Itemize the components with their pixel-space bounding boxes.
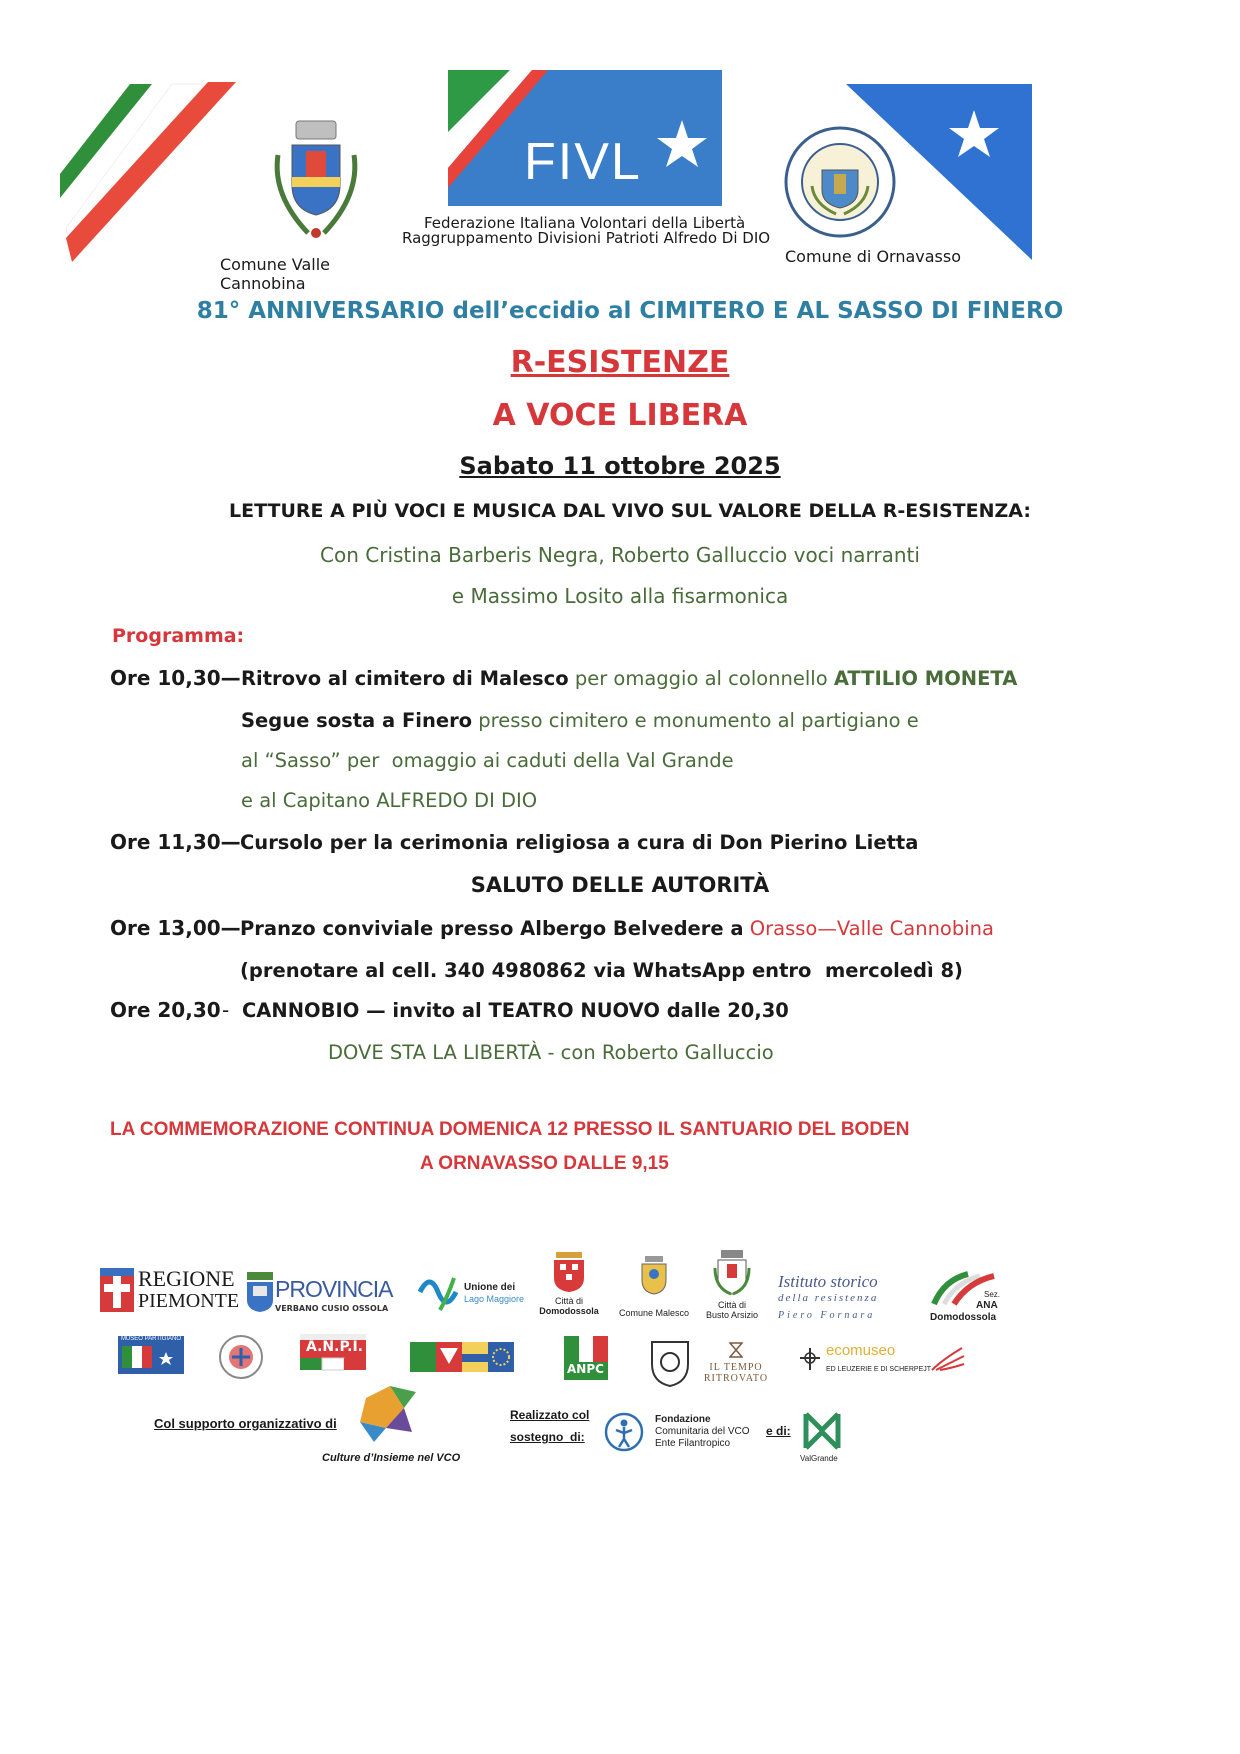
citta-domodossola-logo [534,1252,604,1326]
ecomuseo-hand-icon [928,1344,968,1374]
event3-line2: (prenotare al cell. 340 4980862 via WhatsApp entro mercoledì 8) [240,959,963,982]
ecomuseo-sub: ED LEUZERIE E DI SCHERPEJT [826,1366,932,1373]
istituto-label1: Istituto storico [778,1272,878,1291]
event1-purpose: per omaggio al colonnello [574,667,828,690]
ecomuseo-label: ecomuseo [826,1342,896,1359]
museo-partigiano-logo [118,1336,184,1374]
event2-text: Cursolo per la cerimonia religiosa a cura di Don Pierino Lietta [240,831,919,854]
ana-label2: ANA [976,1300,998,1311]
unione-label2: Lago Maggiore [464,1294,525,1304]
event2-time: Ore 11,30— [110,830,241,854]
museo-label: MUSEO PARTIGIANO [120,1336,182,1342]
regione-label1: REGIONE [138,1266,235,1291]
ana-domodossola-logo [930,1270,1002,1326]
event3-time: Ore 13,00— [110,916,241,940]
busto-label2: Busto Arsizio [705,1310,759,1320]
regione-label2: PIEMONTE [138,1290,240,1312]
event4-with: - con Roberto Galluccio [547,1041,774,1064]
unione-label1: Unione dei [464,1282,516,1293]
comune-malesco-logo [612,1256,696,1322]
performers-line1: Con Cristina Barberis Negra, Roberto Galluccio voci narranti [320,543,920,567]
valgrande-label: ValGrande [800,1454,838,1463]
subtitle: LETTURE A PIÙ VOCI E MUSICA DAL VIVO SUL VALORE DELLA R-ESISTENZA: [229,500,1031,522]
event4-dash: - [222,998,230,1022]
istituto-storico-logo [778,1272,898,1324]
istituto-label3: Piero Fornara [778,1310,876,1321]
commemoration-line2: A ORNAVASSO DALLE 9,15 [420,1153,669,1174]
fondazione-label1: Fondazione [655,1414,711,1425]
event1-place: Ritrovo al cimitero di Malesco [241,667,569,690]
regione-piemonte-logo [100,1266,240,1316]
centro-studi-seal [218,1334,264,1380]
event3-place: Orasso—Valle Cannobina [749,917,994,940]
fivl-text: FIVL [524,133,642,191]
gruppo-seal [648,1338,692,1388]
performers-line2: e Massimo Losito alla fisarmonica [451,584,789,608]
event3-text: Pranzo conviviale presso Albergo Belvedere a [240,917,744,940]
ana-label3: Domodossola [930,1312,997,1323]
realizzato-label2: sostegno di: [510,1430,585,1444]
provincia-label: PROVINCIA [275,1276,393,1302]
event1-line3: al “Sasso” per omaggio ai caduti della Val Grande [241,749,734,772]
event4-line2 [328,1041,774,1064]
event1-line1 [241,667,1017,690]
culture-label: Culture d’Insieme nel VCO [322,1452,461,1464]
istituto-label2: della resistenza [778,1292,879,1304]
regione-flag-icon [100,1268,134,1312]
event4-show: DOVE STA LA LIBERTÀ [328,1041,542,1064]
anniversary-heading: 81° ANNIVERSARIO dell’eccidio al CIMITERO E AL SASSO DI FINERO [196,298,1064,324]
crest-icon [268,115,364,245]
tricolore-left-stripes [60,78,240,268]
realizzato-label1: Realizzato col [510,1408,590,1422]
tempo-label2: RITROVATO [703,1373,769,1384]
domodossola-crest-icon [552,1252,586,1292]
program-heading: Programma: [112,625,245,647]
valgrande-park-logo [802,1410,842,1452]
ornavasso-caption: Comune di Ornavasso [785,247,962,266]
ana-label1: Sez. [984,1290,1001,1299]
support-label: Col supporto organizzativo di [154,1416,337,1431]
event-date: Sabato 11 ottobre 2025 [459,452,781,480]
busto-crest-icon [713,1250,751,1296]
event1-time: Ore 10,30— [110,666,241,690]
resistenza-flags-logo [410,1336,514,1376]
tempo-label1: IL TEMPO [709,1362,763,1373]
event1-line4: e al Capitano ALFREDO DI DIO [241,789,538,812]
culture-insieme-logo [346,1378,422,1444]
fondazione-label2: Comunitaria del VCO [655,1426,750,1437]
ornavasso-blue-star [846,84,1032,260]
fivl-line1: Federazione Italiana Volontari della Libertà [424,214,746,232]
fondazione-label3: Ente Filantropico [655,1438,731,1449]
event1-person: ATTILIO MONETA [833,667,1018,690]
anpc-label: ANPC [567,1362,604,1376]
busto-label1: Città di [717,1300,746,1310]
valle-cannobina-crest [268,115,364,245]
malesco-crest-icon [639,1256,669,1296]
lake-wave-icon [418,1270,466,1314]
provincia-vco-logo [245,1270,395,1320]
edi-label: e di: [766,1424,791,1438]
fivl-line2: Raggruppamento Divisioni Patrioti Alfredo Di DIO [402,229,771,247]
main-title-voce-libera: A VOCE LIBERA [492,398,748,433]
museo-flag-icon [118,1342,184,1370]
hourglass-icon [729,1342,743,1358]
il-tempo-ritrovato-logo [700,1342,772,1386]
ecomuseo-cross-icon [800,1348,820,1370]
event3-line1 [240,917,994,940]
event1-monument: presso cimitero e monumento al partigiano [478,709,901,732]
event1-and: e [906,709,919,732]
anpc-logo [564,1336,608,1380]
event1-line2 [241,709,919,732]
malesco-label: Comune Malesco [618,1308,690,1318]
main-title-resistenze: R-ESISTENZE [510,345,730,380]
provincia-sub: VERBANO CUSIO OSSOLA [275,1304,389,1313]
event1-finero: Segue sosta a Finero [241,709,473,732]
commemoration-line1: LA COMMEMORAZIONE CONTINUA DOMENICA 12 PRESSO IL SANTUARIO DEL BODEN [110,1119,910,1140]
valle-cannobina-caption: Comune Valle Cannobina [220,255,330,293]
saluto-autorita: SALUTO DELLE AUTORITÀ [470,873,770,897]
fondazione-vco-icon [604,1412,644,1452]
domo-label1: Città di [554,1296,583,1306]
event4-time: Ore 20,30 [110,998,221,1022]
anpc-flag-icon [564,1336,608,1362]
provincia-crest-icon [245,1272,275,1312]
ecomuseo-logo [800,1342,970,1380]
unione-lago-maggiore-logo [418,1270,528,1320]
domo-label2: Domodossola [539,1306,599,1316]
anpi-label: A.N.P.I. [306,1339,363,1355]
anpi-logo [300,1334,366,1376]
citta-busto-arsizio-logo [700,1250,764,1324]
event4-text: CANNOBIO — invito al TEATRO NUOVO dalle 20,30 [242,999,789,1022]
